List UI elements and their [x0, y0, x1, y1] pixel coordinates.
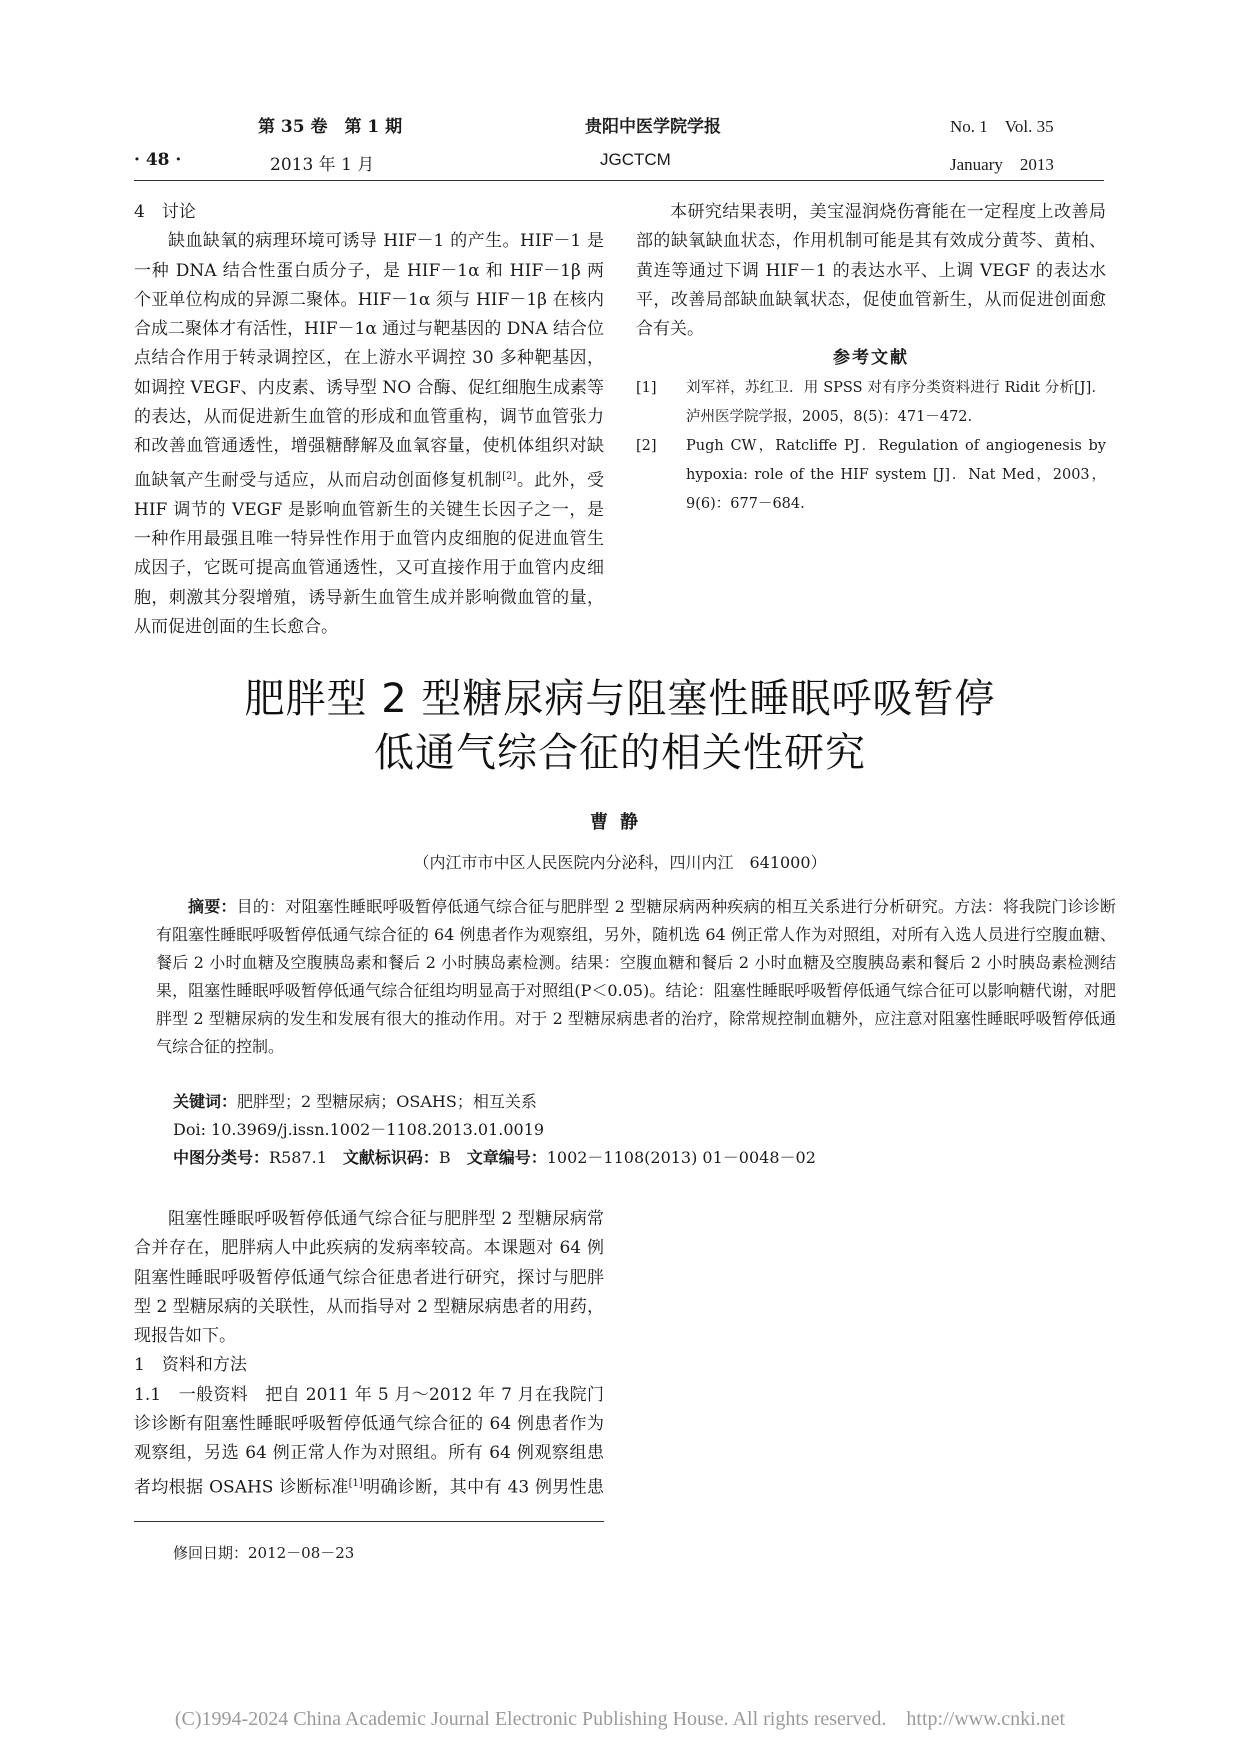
reference-text: 刘军祥，苏红卫．用 SPSS 对有序分类资料进行 Ridit 分析[J]．泸州医学院学报，2005，8(5)：471－472. [686, 379, 1106, 425]
general-data-text: 1.1 一般资料 把自 2011 年 5 月～2012 年 7 月在我院门诊诊断有阻塞性睡眠呼吸暂停低通气综合征的 64 例患者作为观察组，另选 64 例正常人作为对照组。所有 64 例观察组患者均根据 OSAHS 诊断标准 [134, 1384, 604, 1498]
abstract-text: 目的：对阻塞性睡眠呼吸暂停低通气综合征与肥胖型 2 型糖尿病两种疾病的相互关系进行分析研究。方法：将我院门诊诊断有阻塞性睡眠呼吸暂停低通气综合征的 64 例患者作为观察组，另外，随机选 64 例正常人作为对照组，对所有入选人员进行空腹血糖、餐后 2 小时血糖及空腹胰岛素和餐后 2 小时胰岛素检测。结果：空腹血糖和餐后 2 小时血糖及空腹胰岛素和餐后 2 小时胰岛素检测结果，阻塞性睡眠呼吸暂停低通气综合征组均明显高于对照组(P＜0.05)。结论：阻塞性睡眠呼吸暂停低通气综合征可以影响糖代谢，对肥胖型 2 型糖尿病的发生和发展有很大的推动作用。对于 2 型糖尿病患者的治疗，除常规控制血糖外，应注意对阻塞性睡眠呼吸暂停低通气综合征的控制。 [156, 897, 1116, 1056]
prev-article-right-column [636, 198, 1106, 519]
prev-article-left-column [134, 198, 604, 643]
clc-label: 中图分类号： [173, 1148, 270, 1167]
general-data-paragraph [134, 1381, 604, 1505]
section-heading-discussion: 4 讨论 [134, 202, 196, 222]
reference-number: [1] [636, 379, 657, 396]
article-no-label: 文章编号： [466, 1148, 547, 1167]
header-rule [134, 180, 1104, 181]
section-heading-methods: 1 资料和方法 [134, 1355, 247, 1376]
footnote-rule [134, 1521, 604, 1522]
discussion-text-continued: 。此外，受 HIF 调节的 VEGF 是影响血管新生的关键生长因子之一，是一种作用最强且唯一特异性作用于血管内皮细胞的促进血管生成因子，它既可提高血管通透性，又可直接作用于血管内皮细胞，刺激其分裂增殖，诱导新生血管生成并影响微血管的量，从而促进创面的生长愈合。 [134, 470, 604, 637]
affiliation: （内江市市中区人民医院内分泌科，四川内江 641000） [413, 853, 827, 872]
discussion-text: 缺血缺氧的病理环境可诱导 HIF－1 的产生。HIF－1 是一种 DNA 结合性蛋白质分子，是 HIF－1α 和 HIF－1β 两个亚单位构成的异源二聚体。HIF－1α 须与 HIF－1β 在核内合成二聚体才有活性，HIF－1α 通过与靶基因的 DNA 结合位点结合作用于转录调控区，在上游水平调控 30 多种靶基因，如调控 VEGF、内皮素、诱导型 NO 合酶、促红细胞生成素等的表达，从而促进新生血管的形成和血管重构，调节血管张力和改善血管通透性，增强糖酵解及血氧容量，使机体组织对缺血缺氧产生耐受与适应，从而启动创面修复机制 [134, 231, 604, 491]
page-number: · 48 · [134, 150, 182, 170]
doc-code-label: 文献标识码： [342, 1148, 439, 1167]
volume-issue-en: No. 1 Vol. 35 [950, 117, 1054, 136]
clc-value: R587.1 [269, 1148, 327, 1167]
keywords-text: 肥胖型；2 型糖尿病；OSAHS；相互关系 [237, 1092, 537, 1111]
general-data-text-continued: 明确诊断，其中有 43 例男性患 [362, 1477, 604, 1498]
body-left-column [134, 1205, 604, 1505]
keywords-label: 关键词： [173, 1092, 238, 1111]
journal-name: 贵阳中医学院学报 [585, 117, 721, 137]
article-title-line1: 肥胖型 2 型糖尿病与阻塞性睡眠呼吸暂停 [244, 676, 996, 722]
journal-abbreviation: JGCTCM [600, 150, 671, 169]
abstract-label: 摘要： [188, 897, 237, 916]
volume-issue-cn: 第 35 卷 第 1 期 [258, 117, 403, 137]
keywords [173, 1088, 537, 1116]
doc-code-value: B [438, 1148, 451, 1167]
article-title-line2: 低通气综合征的相关性研究 [374, 730, 866, 776]
issue-date-cn: 2013 年 1 月 [270, 155, 375, 175]
copyright-notice: (C)1994-2024 China Academic Journal Electronic Publishing House. All rights reserved. http://www.cnki.net [174, 1708, 1066, 1730]
doi: Doi: 10.3969/j.issn.1002－1108.2013.01.0019 [173, 1120, 545, 1139]
citation-1: [1] [348, 1477, 363, 1489]
reference-item [636, 374, 1106, 432]
reference-number: [2] [636, 437, 657, 454]
reference-text: Pugh CW，Ratcliffe PJ．Regulation of angiogenesis by hypoxia: role of the HIF system [J]．Nat Med，2003，9(6)：677－684. [686, 437, 1106, 512]
issue-date-en: January 2013 [950, 155, 1054, 174]
references-title: 参考文献 [833, 348, 909, 369]
conclusion-paragraph: 本研究结果表明，美宝湿润烧伤膏能在一定程度上改善局部的缺氧缺血状态，作用机制可能是其有效成分黄芩、黄柏、黄连等通过下调 HIF－1 的表达水平、上调 VEGF 的表达水平，改善局部缺血缺氧状态，促使血管新生，从而促进创面愈合有关。 [636, 202, 1106, 340]
article-no-value: 1002－1108(2013) 01－0048－02 [546, 1148, 816, 1167]
intro-paragraph: 阻塞性睡眠呼吸暂停低通气综合征与肥胖型 2 型糖尿病常合并存在，肥胖病人中此疾病的发病率较高。本课题对 64 例阻塞性睡眠呼吸暂停低通气综合征患者进行研究，探讨与肥胖型 2 型糖尿病的关联性，从而指导对 2 型糖尿病患者的用药，现报告如下。 [134, 1209, 604, 1347]
author: 曹静 [590, 812, 650, 833]
reference-item [636, 432, 1106, 519]
classification-line [173, 1144, 816, 1172]
abstract [156, 893, 1116, 1061]
citation-2: [2] [502, 470, 517, 482]
revision-date-footnote: 修回日期：2012－08－23 [173, 1544, 355, 1562]
discussion-paragraph [134, 227, 604, 642]
